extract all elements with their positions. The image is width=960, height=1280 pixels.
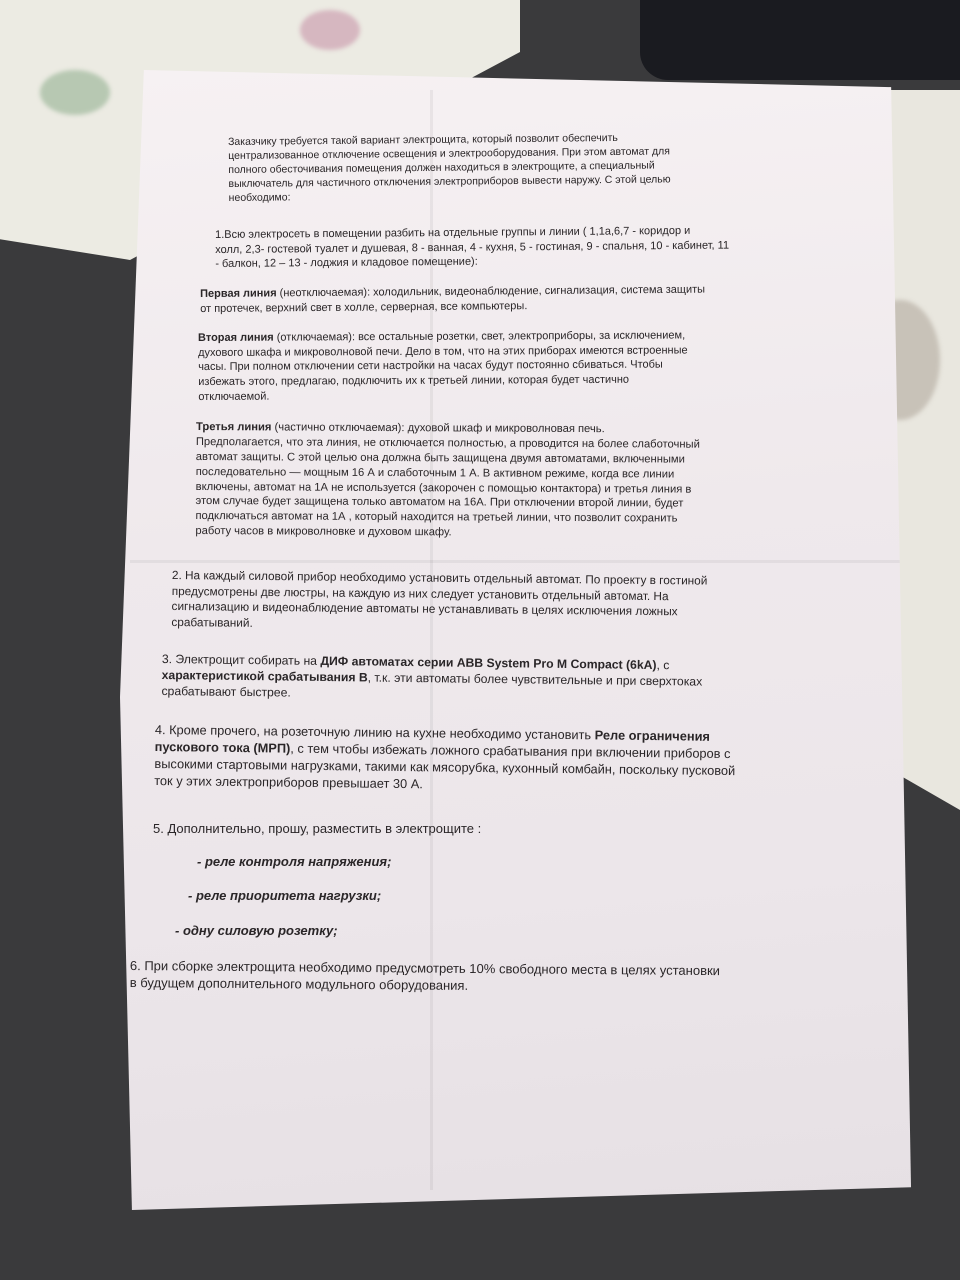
- text-line: необходимо:: [228, 191, 291, 204]
- line-2-heading: Вторая линия: [198, 331, 274, 344]
- bold-text: ДИФ автоматах серии ABB System Pro M Compact (6kA): [320, 653, 657, 673]
- text-line: духового шкафа и микроволновой печи. Дело в том, что на этих приборах имеются встроенные: [198, 344, 688, 359]
- line-1-section: [200, 283, 705, 317]
- floral-pattern: [300, 10, 360, 50]
- text-line: ток у этих электроприборов превышает 30 А.: [154, 773, 423, 792]
- item-6: [130, 957, 720, 997]
- text-line: 3. Электрощит собирать на: [161, 651, 321, 668]
- item-2: [171, 568, 707, 636]
- text-line: срабатываний.: [171, 615, 253, 630]
- text-line: холл, 2,3- гостевой туалет и душевая, 8 - ванная, 4 - кухня, 5 - гостиная, 9 - спальня, 10 - кабинет, 11: [215, 239, 730, 256]
- bullet-item: - реле контроля напряжения;: [197, 854, 392, 869]
- item-5: 5. Дополнительно, прошу, разместить в электрощите :: [153, 821, 482, 836]
- text-line: предусмотрены две люстры, на каждую из них следует установить отдельный автомат. На: [171, 583, 669, 603]
- text-line: (отключаемая): все остальные розетки, свет, электроприборы, за исключением,: [273, 329, 686, 344]
- text-line: 4. Кроме прочего, на розеточную линию на кухне необходимо установить: [154, 721, 595, 743]
- intro-paragraph: [228, 131, 671, 205]
- bullet-item: - реле приоритета нагрузки;: [188, 888, 382, 903]
- fold-crease-horizontal: [130, 560, 910, 563]
- line-3-heading: Третья линия: [195, 421, 272, 434]
- bullet-item: - одну силовую розетку;: [175, 923, 338, 938]
- item-1: [215, 224, 729, 272]
- dark-object: [640, 0, 960, 80]
- text-line: полного обесточивания помещения должен находиться в электрощите, а специальный: [228, 159, 655, 176]
- text-line: срабатывают быстрее.: [161, 684, 291, 701]
- text-line: Предполагается, что эта линия, не отключается полностью, а проводится на более слаботочный: [195, 435, 700, 451]
- item-4: [154, 721, 736, 796]
- text-line: 2. На каждый силовой прибор необходимо установить отдельный автомат. По проекту в гостиной: [171, 568, 708, 588]
- text-line: выключатель для частичного отключения электроприборов вывести наружу. С этой целью: [228, 173, 671, 190]
- text-line: часы. При полном отключении сети настройки на часах будут постоянно сбиваться. Чтобы: [198, 358, 663, 374]
- text-line: Заказчику требуется такой вариант электрощита, который позволит обеспечить: [228, 131, 618, 148]
- text-line: включены, автомат на 1А не используется (закорочен с помощью контактора) и третья линия в: [195, 480, 692, 496]
- text-line: сигнализацию и видеонаблюдение автоматы не устанавливать в целях исключения ложных: [171, 599, 678, 619]
- text-line: (частично отключаемая): духовой шкаф и микроволновая печь.: [271, 421, 605, 436]
- line-2-section: [198, 328, 688, 404]
- text-line: высокими стартовыми нагрузками, такими как мясорубка, кухонный комбайн, поскольку пусковой: [154, 756, 736, 779]
- text-line: , с тем чтобы избежать ложного срабатывания при включении приборов с: [290, 740, 731, 762]
- text-line: автомат защиты. С этой целью она должна быть защищена двумя автоматами, включенными: [195, 450, 685, 466]
- text-line: централизованное отключение освещения и электрооборудования. При этом автомат для: [228, 145, 670, 162]
- line-3-section: [195, 420, 700, 542]
- bold-text: характеристикой срабатывания В: [161, 668, 368, 685]
- text-line: , т.к. эти автоматы более чувствительные и при сверхтоках: [367, 670, 703, 689]
- text-line: 6. При сборке электрощита необходимо предусмотреть 10% свободного места в целях установки: [129, 957, 721, 979]
- text-line: в будущем дополнительного модульного оборудования.: [129, 975, 469, 994]
- text-line: , с: [656, 658, 670, 673]
- bold-text: пускового тока (МРП): [154, 739, 291, 756]
- text-line: этом случае будет защищена только автоматом на 16А. При отключении второй линии, будет: [195, 495, 684, 511]
- text-line: 1.Всю электросеть в помещении разбить на отдельные группы и линии ( 1,1а,6,7 - коридор и: [215, 224, 691, 241]
- item-3: [161, 651, 702, 706]
- text-line: от протечек, верхний свет в холле, серверная, все компьютеры.: [200, 299, 528, 315]
- text-line: (неотключаемая): холодильник, видеонаблюдение, сигнализация, система защиты: [276, 283, 706, 300]
- line-1-heading: Первая линия: [200, 287, 277, 300]
- text-line: подключаться автомат на 1А , который находится на третьей линии, что позволит сохранить: [195, 510, 678, 525]
- text-line: работу часов в микроволновке и духовом шкафу.: [195, 525, 452, 539]
- bold-text: Реле ограничения: [594, 727, 711, 744]
- text-line: - балкон, 12 – 13 - лоджия и кладовое помещение):: [215, 255, 478, 271]
- text-line: последовательно — мощным 16 А и слаботочным 1 А. В активном режиме, когда все линии: [195, 465, 675, 481]
- text-line: избежать этого, предлагаю, подключить их к третьей линии, которая будет частично: [198, 373, 630, 388]
- text-line: отключаемой.: [198, 390, 270, 403]
- floral-pattern: [40, 70, 110, 115]
